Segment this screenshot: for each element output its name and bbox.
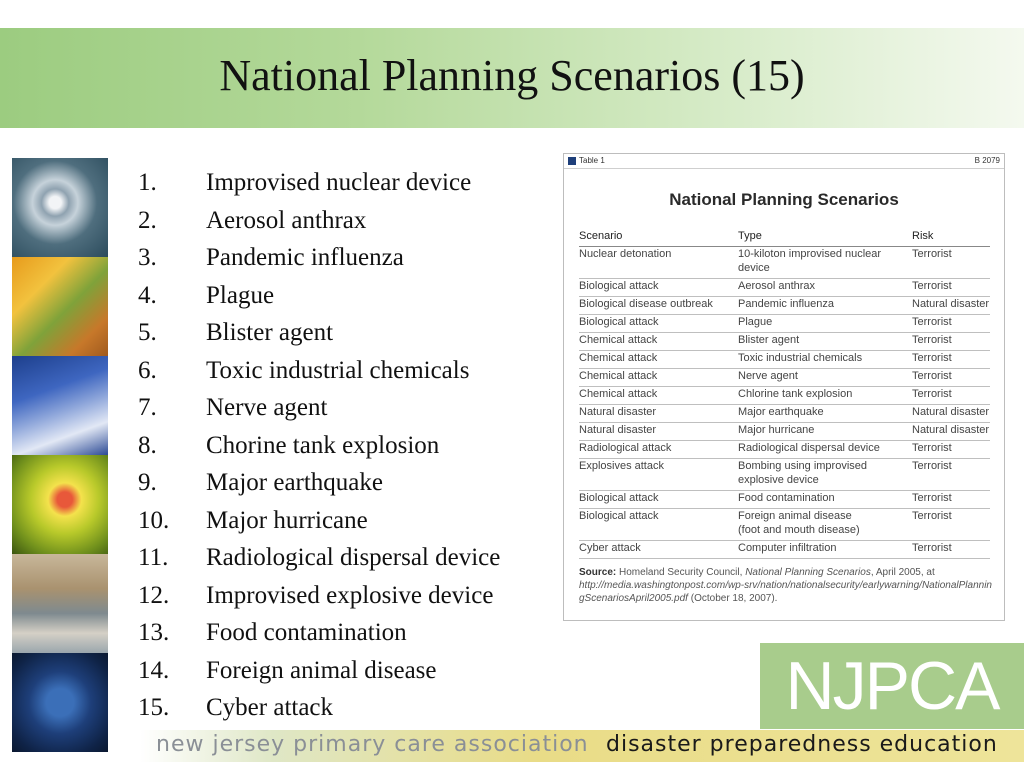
table-cell-scenario: Biological attack: [579, 316, 659, 328]
list-item: [138, 318, 500, 356]
table-cell-scenario: Chemical attack: [579, 334, 658, 346]
emergency-vehicle-photo: [12, 356, 108, 455]
source-title: National Planning Scenarios: [745, 567, 871, 578]
list-item-label: Aerosol anthrax: [206, 206, 367, 234]
table-source: [579, 566, 993, 605]
scenario-table: [579, 228, 990, 559]
table-row: [579, 541, 990, 559]
table-row: [579, 441, 990, 459]
table-cell-type: Foreign animal disease (foot and mouth disease): [738, 510, 860, 536]
table-row: [579, 247, 990, 279]
table-cell-risk: Terrorist: [912, 388, 952, 400]
table-cell-scenario: Explosives attack: [579, 460, 664, 472]
column-header-risk: Risk: [912, 230, 934, 242]
table-row: [579, 387, 990, 405]
list-item-number: 5.: [138, 319, 157, 346]
table-cell-scenario: Chemical attack: [579, 352, 658, 364]
table-cell-risk: Terrorist: [912, 352, 952, 364]
table-cell-scenario: Nuclear detonation: [579, 248, 672, 260]
list-item-number: 7.: [138, 394, 157, 421]
list-item-number: 13.: [138, 619, 170, 646]
debris-photo: [12, 554, 108, 653]
table-row: [579, 333, 990, 351]
source-url: http://media.washingtonpost.com/wp-srv/nation/nationalsecurity/earlywarning/NationalPlanningScenariosApril2005.pdf: [579, 580, 992, 604]
table-cell-risk: Terrorist: [912, 510, 952, 522]
list-item-number: 1.: [138, 169, 157, 196]
title-band: [0, 28, 1024, 128]
list-item: [138, 543, 500, 581]
list-item-number: 2.: [138, 206, 157, 234]
list-item: [138, 468, 500, 506]
table-cell-risk: Terrorist: [912, 460, 952, 472]
list-item-label: Radiological dispersal device: [206, 544, 501, 571]
table-cell-type: Blister agent: [738, 334, 800, 346]
table-cell-type: Toxic industrial chemicals: [738, 352, 863, 364]
list-item-label: Chorine tank explosion: [206, 431, 440, 459]
list-item: [138, 356, 500, 394]
table-row: [579, 315, 990, 333]
list-item-label: Plague: [206, 281, 275, 309]
table-header-bar: [564, 154, 1004, 169]
table-cell-risk: Natural disaster: [912, 406, 990, 418]
photo-strip: [12, 158, 108, 752]
table-cell-type: Food contamination: [738, 492, 835, 504]
table-cell-type: Plague: [738, 316, 773, 328]
list-item-label: Foreign animal disease: [206, 656, 437, 684]
source-label: Source:: [579, 567, 617, 578]
table-row: [579, 297, 990, 315]
column-header-scenario: Scenario: [579, 230, 623, 242]
table-row: [579, 279, 990, 297]
list-item: [138, 656, 500, 694]
list-item-number: 12.: [138, 581, 170, 609]
table-row: [579, 405, 990, 423]
list-item: [138, 693, 500, 731]
table-cell-type: Chlorine tank explosion: [738, 388, 853, 400]
table-row: [579, 369, 990, 387]
source-text-2: , April 2005, at: [870, 567, 935, 578]
list-item-number: 11.: [138, 544, 169, 571]
njpca-logo: [760, 643, 1024, 729]
list-item-label: Improvised explosive device: [206, 581, 494, 609]
list-item: [138, 281, 500, 319]
logo-text: NJPCA: [785, 648, 999, 724]
scenario-table-figure: [563, 153, 1005, 621]
table-cell-risk: Natural disaster: [912, 298, 990, 310]
table-row: [579, 491, 990, 509]
table-cell-type: Aerosol anthrax: [738, 280, 816, 292]
table-cell-scenario: Biological disease outbreak: [579, 298, 713, 310]
table-row: [579, 459, 990, 491]
table-marker-icon: [568, 157, 576, 165]
table-cell-type: Radiological dispersal device: [738, 442, 880, 454]
footer-banner: [140, 730, 1024, 762]
table-cell-scenario: Biological attack: [579, 280, 659, 292]
table-cell-scenario: Biological attack: [579, 492, 659, 504]
list-item: [138, 206, 500, 244]
list-item: [138, 431, 500, 469]
list-item: [138, 618, 500, 656]
table-code: B 2079: [974, 156, 1000, 165]
table-cell-type: Nerve agent: [738, 370, 798, 382]
table-cell-type: Pandemic influenza: [738, 298, 835, 310]
source-text: Homeland Security Council,: [616, 567, 746, 578]
table-cell-scenario: Radiological attack: [579, 442, 672, 454]
table-cell-type: Computer infiltration: [738, 542, 837, 554]
list-item-label: Major hurricane: [206, 506, 368, 534]
list-item: [138, 506, 500, 544]
table-row: [579, 351, 990, 369]
list-item-label: Major earthquake: [206, 469, 384, 496]
table-head-row: [579, 228, 990, 247]
list-item-number: 4.: [138, 281, 157, 309]
list-item: [138, 581, 500, 619]
table-cell-risk: Natural disaster: [912, 424, 990, 436]
list-item-number: 14.: [138, 656, 170, 684]
table-cell-risk: Terrorist: [912, 492, 952, 504]
table-cell-risk: Terrorist: [912, 542, 952, 554]
table-cell-type: 10-kiloton improvised nuclear device: [738, 248, 882, 274]
table-cell-scenario: Natural disaster: [579, 424, 657, 436]
biohazard-photo: [12, 653, 108, 752]
list-item-label: Blister agent: [206, 319, 334, 346]
page-title: National Planning Scenarios (15): [219, 51, 805, 100]
table-cell-type: Bombing using improvised explosive device: [738, 460, 868, 486]
list-item-label: Cyber attack: [206, 694, 334, 721]
source-date: (October 18, 2007).: [687, 593, 778, 604]
footer-org: new jersey primary care association: [156, 732, 589, 757]
list-item-label: Food contamination: [206, 619, 407, 646]
table-cell-risk: Terrorist: [912, 442, 952, 454]
table-row: [579, 423, 990, 441]
table-cell-risk: Terrorist: [912, 334, 952, 346]
scenario-list: [138, 168, 500, 731]
table-title: National Planning Scenarios: [669, 190, 899, 209]
hurricane-photo: [12, 158, 108, 257]
table-cell-risk: Terrorist: [912, 370, 952, 382]
table-cell-scenario: Chemical attack: [579, 388, 658, 400]
list-item: [138, 243, 500, 281]
list-item: [138, 168, 500, 206]
footer-program: disaster preparedness education: [606, 732, 998, 757]
list-item-number: 9.: [138, 469, 157, 496]
table-cell-type: Major hurricane: [738, 424, 815, 436]
table-cell-risk: Terrorist: [912, 316, 952, 328]
list-item-number: 10.: [138, 506, 170, 534]
list-item-number: 8.: [138, 431, 157, 459]
list-item-number: 6.: [138, 356, 157, 384]
lab-photo: [12, 257, 108, 356]
table-row: [579, 509, 990, 541]
list-item-number: 3.: [138, 244, 157, 271]
table-cell-scenario: Natural disaster: [579, 406, 657, 418]
table-cell-scenario: Chemical attack: [579, 370, 658, 382]
table-cell-scenario: Biological attack: [579, 510, 659, 522]
list-item-label: Toxic industrial chemicals: [206, 356, 470, 384]
table-cell-risk: Terrorist: [912, 280, 952, 292]
table-label: Table 1: [579, 156, 605, 165]
list-item-number: 15.: [138, 694, 170, 721]
table-cell-scenario: Cyber attack: [579, 542, 641, 554]
list-item-label: Improvised nuclear device: [206, 169, 472, 196]
table-cell-type: Major earthquake: [738, 406, 824, 418]
list-item: [138, 393, 500, 431]
list-item-label: Nerve agent: [206, 394, 328, 421]
radiation-photo: [12, 455, 108, 554]
column-header-type: Type: [738, 230, 762, 242]
table-cell-risk: Terrorist: [912, 248, 952, 260]
list-item-label: Pandemic influenza: [206, 244, 404, 271]
